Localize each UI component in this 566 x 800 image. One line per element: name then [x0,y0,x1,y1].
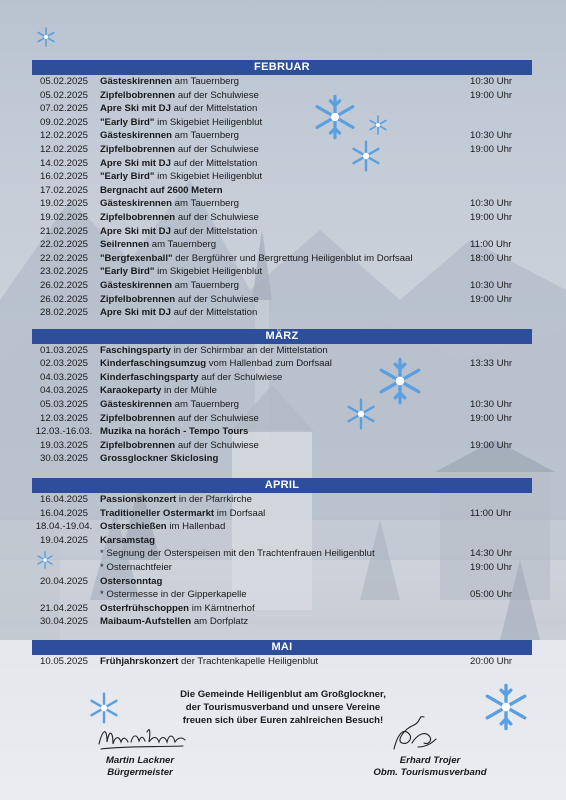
event-title: Zipfelbobrennen [100,439,176,451]
event-row [32,615,532,629]
event-row [32,357,532,371]
event-title: Passionskonzert [100,494,177,506]
footer-line: der Tourismusverband und unsere Vereine [185,702,381,713]
event-time: 19:00 Uhr [470,143,513,155]
events-table-maerz [32,344,532,466]
event-title: Bergnacht auf 2600 Metern [100,184,223,196]
event-date: 26.02.2025 [39,293,88,305]
event-time: 19:00 Uhr [470,562,513,573]
event-date: 21.02.2025 [39,225,88,237]
event-time [470,184,532,198]
event-description [96,655,470,669]
event-date: 20.04.2025 [39,575,88,587]
event-description [96,293,470,307]
event-location: der Bergführer und Bergrettung Heiligenblut im Dorfsaal [172,252,413,264]
event-location: der Trachtenkapelle Heiligenblut [178,655,319,667]
event-time [470,520,532,534]
event-time [470,225,532,239]
event-description [96,116,470,130]
event-title: Apre Ski mit DJ [100,157,171,169]
event-description [96,129,470,143]
event-location: auf der Schulwiese [198,371,283,383]
event-time: 10:30 Uhr [470,279,513,291]
signatory-role: Bürgermeister [107,767,173,778]
event-date: 07.02.2025 [39,103,88,115]
event-description [96,561,470,575]
event-date: 19.03.2025 [39,439,88,451]
event-location: vom Hallenbad zum Dorfsaal [206,358,332,370]
event-description [96,75,470,89]
event-time [470,615,532,629]
event-title: Kinderfaschingsparty [100,371,199,383]
event-title: "Early Bird" [100,171,155,183]
event-date: 09.02.2025 [39,116,88,128]
event-row [32,493,532,507]
event-date: 22.02.2025 [39,252,88,264]
event-location: in der Mühle [161,385,217,397]
event-time: 19:00 Uhr [470,439,513,451]
event-title: Gästeskirennen [100,279,172,291]
events-table-mai [32,655,532,669]
event-date: 12.02.2025 [39,143,88,155]
event-date: 22.02.2025 [39,239,88,251]
event-date: 23.02.2025 [39,266,88,278]
event-title: Zipfelbobrennen [100,211,176,223]
event-row [32,547,532,561]
event-description [96,265,470,279]
signature-right-image [388,713,440,755]
event-location: auf der Mittelstation [170,225,258,237]
event-date: 10.05.2025 [39,655,88,667]
event-time [470,602,532,616]
event-date: 30.04.2025 [39,616,88,628]
event-location: im Skigebiet Heiligenblut [154,171,263,183]
event-row [32,588,532,602]
event-row [32,102,532,116]
snowflake-icon [36,27,56,47]
event-row [32,425,532,439]
event-date: 16.04.2025 [39,507,88,519]
event-row [32,384,532,398]
event-title: Kinderfaschingsumzug [100,358,207,370]
event-location: in der Pfarrkirche [176,494,252,506]
event-title: Zipfelbobrennen [100,143,176,155]
signatory-name: Erhard Trojer [399,755,461,766]
event-description [96,588,470,602]
event-date: 30.03.2025 [39,453,88,465]
event-title: Traditioneller Ostermarkt [100,507,215,519]
event-time [470,575,532,589]
signature-block-left [80,755,200,779]
event-time [470,102,532,116]
event-location: am Tauernberg [172,279,240,291]
event-date: 12.03.-16.03. [35,426,93,438]
event-time [470,534,532,548]
event-location: * Ostermesse in der Gipperkapelle [100,589,247,601]
event-title: Gästeskirennen [100,130,172,142]
event-date: 05.02.2025 [39,76,88,87]
footer-line: Die Gemeinde Heiligenblut am Großglockner, [180,689,386,700]
event-location: am Dorfplatz [191,616,249,628]
event-date: 04.03.2025 [39,385,88,397]
event-date: 12.02.2025 [39,130,88,142]
event-time [470,170,532,184]
event-time: 19:00 Uhr [470,89,513,101]
event-row [32,157,532,171]
event-location: am Tauernberg [172,76,240,87]
event-date [32,588,96,602]
event-row [32,655,532,669]
event-time: 18:00 Uhr [470,252,513,264]
signatory-role: Obm. Tourismusverband [373,767,487,778]
signature-block-right [360,755,500,779]
event-date: 17.02.2025 [39,184,88,196]
event-row [32,279,532,293]
event-time [470,157,532,171]
event-location: auf der Mittelstation [170,307,258,319]
event-title: Osterfrühschoppen [100,602,190,614]
event-title: Osterschießen [100,521,167,533]
event-description [96,197,470,211]
event-time: 11:00 Uhr [470,239,512,251]
event-date: 19.04.2025 [39,534,88,546]
event-description [96,357,470,371]
event-title: Seilrennen [100,239,150,251]
event-title: Apre Ski mit DJ [100,307,171,319]
event-description [96,157,470,171]
event-location: am Tauernberg [172,198,240,210]
event-row [32,344,532,358]
events-table-april [32,493,532,629]
event-title: Gästeskirennen [100,76,172,87]
section-header-april: APRIL [32,478,532,493]
event-location: auf der Schulwiese [175,211,259,223]
event-location: im Kärntnerhof [189,602,255,614]
event-location: * Segnung der Osterspeisen mit den Trachtenfrauen Heiligenblut [100,548,375,560]
event-row [32,439,532,453]
event-description [96,615,470,629]
event-title: Maibaum-Aufstellen [100,616,192,628]
event-location: am Tauernberg [172,399,240,411]
event-time [470,116,532,130]
event-time [470,425,532,439]
event-description [96,452,470,466]
event-title: Frühjahrskonzert [100,655,179,667]
event-date [32,561,96,575]
event-description [96,211,470,225]
event-date: 02.03.2025 [39,358,88,370]
event-location: am Tauernberg [172,130,240,142]
event-date [32,547,96,561]
event-calendar [32,60,532,669]
event-row [32,412,532,426]
event-row [32,561,532,575]
event-title: Zipfelbobrennen [100,412,176,424]
event-title: Muzika na horách - Tempo Tours [100,426,249,438]
event-row [32,197,532,211]
event-date: 19.02.2025 [39,198,88,210]
event-time [470,493,532,507]
section-header-maerz: MÄRZ [32,329,532,344]
event-location: im Dorfsaal [214,507,266,519]
event-description [96,493,470,507]
event-description [96,534,470,548]
event-time: 05:00 Uhr [470,589,513,601]
event-title: Karaokeparty [100,385,162,397]
event-title: Gästeskirennen [100,399,172,411]
event-description [96,306,470,320]
event-date: 18.04.-19.04. [35,521,93,533]
event-date: 16.04.2025 [39,494,88,506]
event-title: Gästeskirennen [100,198,172,210]
signature-left-image [95,722,190,754]
event-row [32,238,532,252]
event-title: Apre Ski mit DJ [100,225,171,237]
event-row [32,170,532,184]
event-description [96,575,470,589]
event-location: am Tauernberg [149,239,217,251]
footer-line: freuen sich über Euren zahlreichen Besuch! [182,715,384,726]
event-row [32,507,532,521]
event-row [32,129,532,143]
event-description [96,371,470,385]
event-location: auf der Schulwiese [175,143,259,155]
event-title: Apre Ski mit DJ [100,103,171,115]
event-time [470,371,532,385]
event-location: im Skigebiet Heiligenblut [154,266,263,278]
event-row [32,520,532,534]
event-description [96,279,470,293]
signatory-name: Martin Lackner [105,755,175,766]
event-time: 10:30 Uhr [470,399,513,411]
event-row [32,116,532,130]
event-time: 20:00 Uhr [470,655,513,667]
event-row [32,184,532,198]
event-row [32,89,532,103]
event-location: auf der Schulwiese [175,412,259,424]
event-time [470,384,532,398]
event-date: 05.02.2025 [39,89,88,101]
event-description [96,225,470,239]
event-description [96,425,470,439]
event-date: 12.03.2025 [39,412,88,424]
event-time [470,452,532,466]
event-location: auf der Mittelstation [170,157,258,169]
event-date: 21.04.2025 [39,602,88,614]
event-location: * Osternachtfeier [100,562,172,573]
event-row [32,293,532,307]
event-description [96,384,470,398]
event-row [32,452,532,466]
event-description [96,184,470,198]
event-description [96,547,470,561]
event-title: "Early Bird" [100,116,155,128]
event-description [96,102,470,116]
event-time: 19:00 Uhr [470,412,513,424]
section-header-februar: FEBRUAR [32,60,532,75]
event-row [32,602,532,616]
event-time: 10:30 Uhr [470,198,513,210]
event-date: 16.02.2025 [39,171,88,183]
event-row [32,225,532,239]
event-row [32,143,532,157]
event-time: 13:33 Uhr [470,358,513,370]
event-time: 10:30 Uhr [470,76,513,87]
event-location: auf der Mittelstation [170,103,258,115]
event-date: 19.02.2025 [39,211,88,223]
event-description [96,412,470,426]
event-row [32,211,532,225]
event-title: Faschingsparty [100,344,171,356]
event-description [96,89,470,103]
event-time: 19:00 Uhr [470,293,513,305]
event-date: 28.02.2025 [39,307,88,319]
event-description [96,344,470,358]
event-date: 14.02.2025 [39,157,88,169]
footer-message [0,688,566,727]
event-row [32,371,532,385]
event-time: 11:00 Uhr [470,507,512,519]
event-time [470,265,532,279]
event-title: Zipfelbobrennen [100,89,176,101]
event-location: im Skigebiet Heiligenblut [154,116,263,128]
event-row [32,252,532,266]
event-location: im Hallenbad [166,521,226,533]
event-description [96,507,470,521]
event-title: Ostersonntag [100,575,163,587]
event-date: 04.03.2025 [39,371,88,383]
event-time: 10:30 Uhr [470,130,513,142]
event-description [96,439,470,453]
event-description [96,520,470,534]
event-date: 05.03.2025 [39,399,88,411]
event-description [96,143,470,157]
event-date: 26.02.2025 [39,279,88,291]
event-row [32,306,532,320]
event-location: auf der Schulwiese [175,89,259,101]
event-time [470,344,532,358]
event-description [96,602,470,616]
event-description [96,238,470,252]
event-time: 14:30 Uhr [470,548,513,560]
event-description [96,170,470,184]
event-row [32,398,532,412]
event-description [96,398,470,412]
event-description [96,252,470,266]
event-time: 19:00 Uhr [470,211,513,223]
event-location: in der Schirmbar an der Mittelstation [170,344,328,356]
event-time [470,306,532,320]
event-row [32,575,532,589]
event-row [32,265,532,279]
section-header-mai: MAI [32,640,532,655]
event-row [32,534,532,548]
event-title: Zipfelbobrennen [100,293,176,305]
event-location: auf der Schulwiese [175,293,259,305]
event-title: Karsamstag [100,534,155,546]
events-table-februar [32,75,532,320]
event-title: "Bergfexenball" [100,252,173,264]
event-date: 01.03.2025 [39,344,88,356]
event-row [32,75,532,89]
event-location: auf der Schulwiese [175,439,259,451]
event-title: Grossglockner Skiclosing [100,453,219,465]
event-title: "Early Bird" [100,266,155,278]
